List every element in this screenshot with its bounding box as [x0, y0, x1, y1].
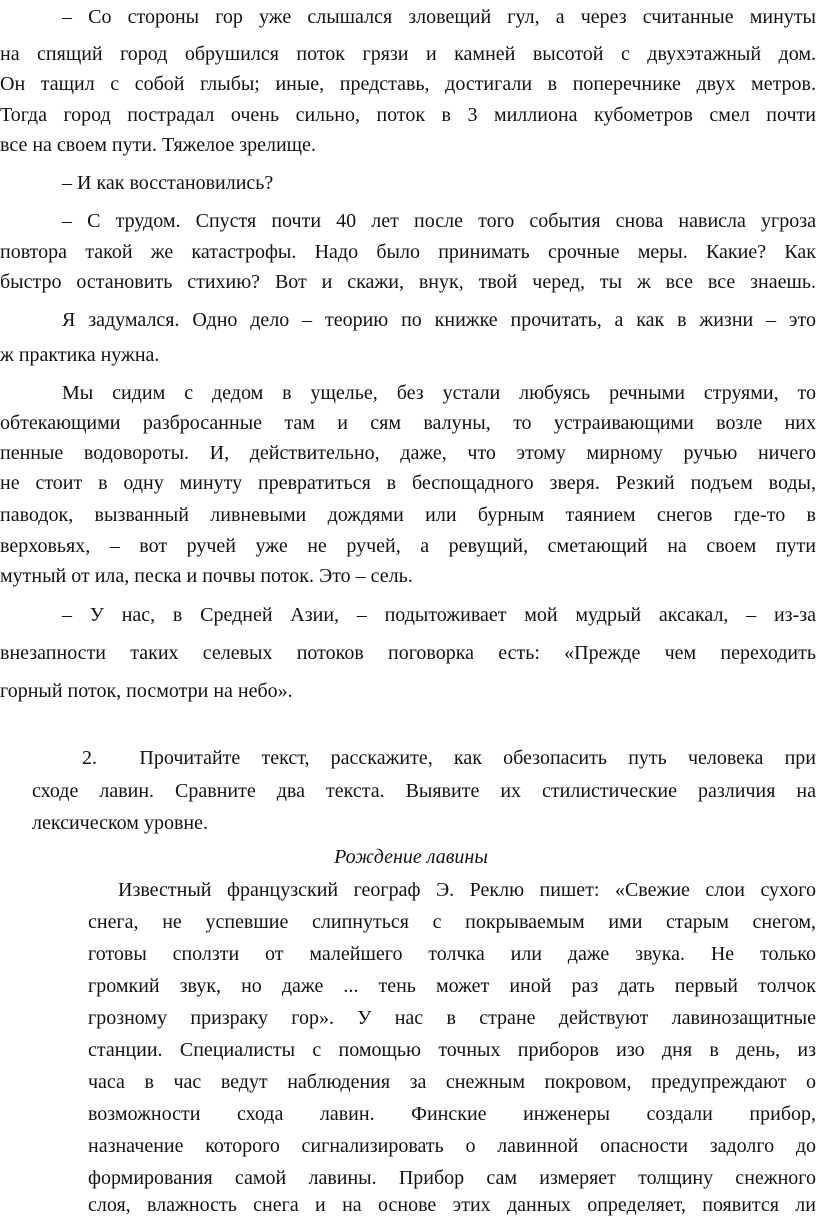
text-line: – И как восстановились? [62, 172, 274, 194]
text-line: пенные водовороты. И, действительно, даже, что этому мирному ручью ничего [0, 442, 816, 464]
text-line: – У нас, в Средней Азии, – подытоживает мой мудрый аксакал, – из-за [62, 604, 816, 626]
text-line: все на своем пути. Тяжелое зрелище. [0, 134, 316, 156]
text-line: готовы сползти от малейшего толчка или даже звука. Не только [88, 943, 816, 965]
text-line: верховьях, – вот ручей уже не ручей, а ревущий, сметающий на своем пути [0, 535, 816, 557]
text-line: Я задумался. Одно дело – теорию по книжке прочитать, а как в жизни – это [62, 309, 816, 331]
text-line: быстро остановить стихию? Вот и скажи, внук, твой черед, ты ж все все знаешь. [0, 271, 816, 293]
text-line: внезапности таких селевых потоков поговорка есть: «Прежде чем переходить [0, 642, 816, 664]
text-line: – Со стороны гор уже слышался зловещий гул, а через считанные минуты [62, 6, 816, 28]
text-line: ж практика нужна. [0, 344, 160, 366]
text-line: не стоит в одну минуту превратиться в беспощадного зверя. Резкий подъем воды, [0, 472, 816, 494]
text-line: снега, не успевшие слипнуться с покрываемым ими старым снегом, [88, 911, 816, 933]
section-title: Рождение лавины [334, 846, 488, 868]
text-line: грозному призраку гор». У нас в стране действуют лавинозащитные [88, 1007, 816, 1029]
text-line: горный поток, посмотри на небо». [0, 680, 293, 702]
task-line: сходе лавин. Сравните два текста. Выявите их стилистические различия на [32, 780, 816, 802]
text-line: назначение которого сигнализировать о лавинной опасности задолго до [88, 1135, 816, 1157]
text-line: станции. Специалисты с помощью точных приборов изо дня в день, из [88, 1039, 816, 1061]
text-line: на спящий город обрушился поток грязи и камней высотой с двухэтажный дом. [0, 43, 816, 65]
text-line: Известный французский географ Э. Реклю пишет: «Свежие слои сухого [118, 879, 816, 901]
text-line: часа в час ведут наблюдения за снежным покровом, предупреждают о [88, 1071, 816, 1093]
text-line: повтора такой же катастрофы. Надо было принимать срочные меры. Какие? Как [0, 241, 816, 263]
task-line: 2. Прочитайте текст, расскажите, как обезопасить путь человека при [82, 747, 816, 769]
text-line: слоя, влажность снега и на основе этих данных определяет, появится ли [88, 1194, 816, 1216]
text-line: паводок, вызванный ливневыми дождями или бурным таянием снегов где-то в [0, 504, 816, 526]
text-line: – С трудом. Спустя почти 40 лет после того события снова нависла угроза [62, 210, 816, 232]
text-line: громкий звук, но даже ... тень может иной раз дать первый толчок [88, 975, 816, 997]
text-line: Он тащил с собой глыбы; иные, представь, достигали в поперечнике двух метров. [0, 73, 816, 95]
text-line: обтекающими разбросанные там и сям валуны, то устраивающими возле них [0, 412, 816, 434]
text-line: возможности схода лавин. Финские инженеры создали прибор, [88, 1103, 816, 1125]
text-line: Тогда город пострадал очень сильно, поток в 3 миллиона кубометров смел почти [0, 104, 816, 126]
text-line: мутный от ила, песка и почвы поток. Это – сель. [0, 565, 413, 587]
task-line: лексическом уровне. [32, 812, 208, 834]
text-line: Мы сидим с дедом в ущелье, без устали любуясь речными струями, то [62, 382, 816, 404]
text-line: формирования самой лавины. Прибор сам измеряет толщину снежного [88, 1167, 816, 1189]
